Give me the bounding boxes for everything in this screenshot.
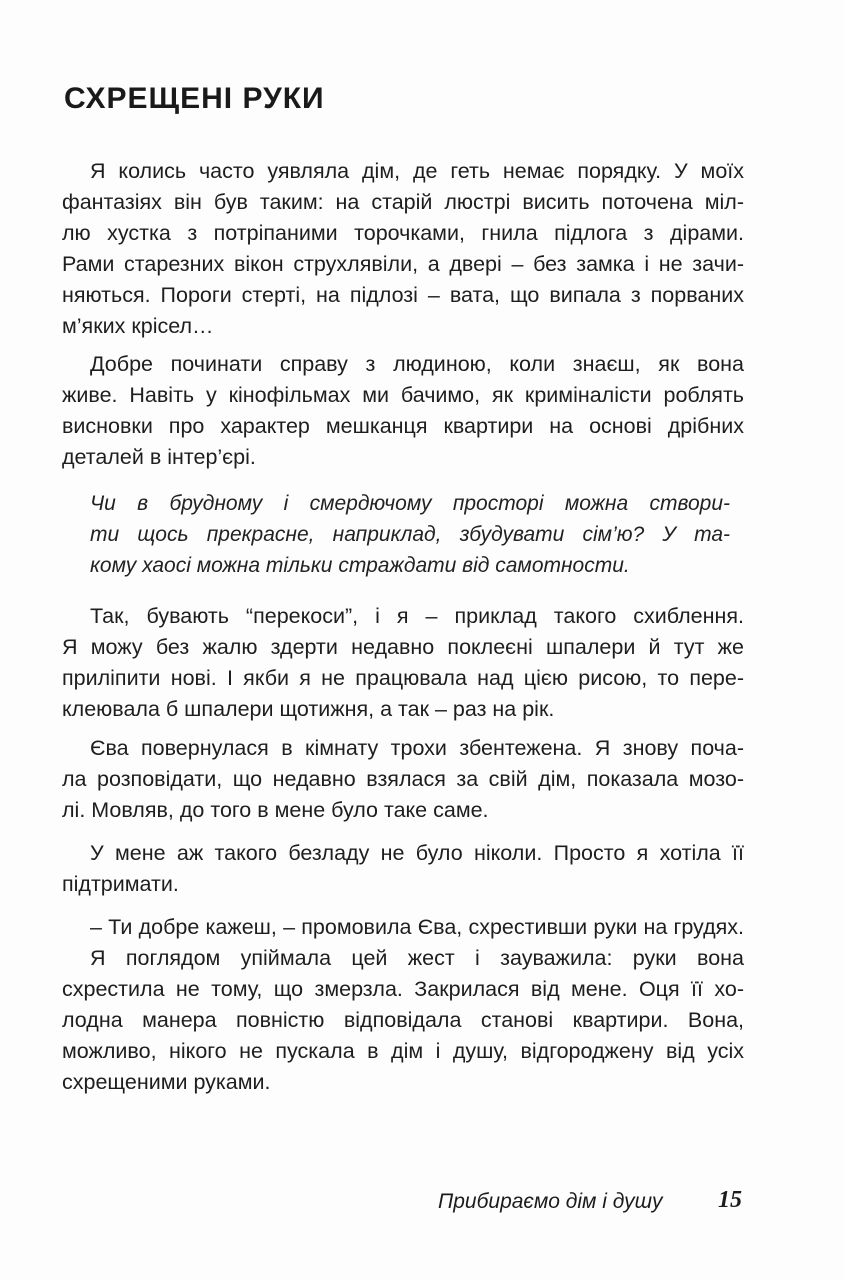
- text-line: приліпити нові. І якби я не працювала над цією рисою, то пере-: [62, 666, 744, 690]
- quote-line: Чи в брудному і смердючому просторі можна створи-: [90, 492, 730, 515]
- paragraph-1: [62, 156, 744, 342]
- text-line: схрещеними руками.: [62, 1070, 271, 1094]
- page-number: 15: [718, 1187, 742, 1213]
- text-line: деталей в інтер’єрі.: [62, 445, 256, 469]
- paragraph-5: [62, 838, 744, 900]
- text-line: Рами старезних вікон струхлявіли, а двері – без замка і не зачи-: [62, 252, 744, 276]
- text-line: схрестила не тому, що змерзла. Закрилася від мене. Оця її хо-: [62, 977, 744, 1001]
- running-footer-title: Прибираємо дім і душу: [438, 1190, 663, 1213]
- paragraph-2: [62, 349, 744, 473]
- text-line: можливо, нікого не пускала в дім і душу, відгороджену від усіх: [62, 1039, 744, 1063]
- text-line: Єва повернулася в кімнату трохи збентежена. Я знову поча-: [90, 736, 744, 760]
- text-line: підтримати.: [62, 872, 179, 896]
- text-line: – Ти добре кажеш, – промовила Єва, схрестивши руки на грудях.: [90, 915, 744, 939]
- text-line: Я поглядом упіймала цей жест і зауважила: руки вона: [90, 946, 744, 970]
- chapter-heading: СХРЕЩЕНІ РУКИ: [64, 82, 325, 115]
- text-line: клеювала б шпалери щотижня, а так – раз на рік.: [62, 697, 555, 721]
- paragraph-3: [62, 601, 744, 725]
- text-line: ла розповідати, що недавно взялася за свій дім, показала мозо-: [62, 767, 744, 791]
- text-line: живе. Навіть у кінофільмах ми бачимо, як криміналісти роблять: [62, 383, 744, 407]
- text-line: лі. Мовляв, до того в мене було таке саме.: [62, 798, 489, 822]
- quote-line: кому хаосі можна тільки страждати від самотности.: [90, 554, 630, 577]
- text-line: лодна манера повністю відповідала станові квартири. Вона,: [62, 1008, 744, 1032]
- text-line: няються. Пороги стерті, на підлозі – вата, що випала з порваних: [62, 283, 744, 307]
- quote-line: ти щось прекрасне, наприклад, збудувати сім’ю? У та-: [90, 523, 730, 546]
- italic-quote: [90, 488, 730, 581]
- paragraph-6: [62, 912, 744, 1098]
- text-line: Так, бувають “перекоси”, і я – приклад такого схиблення.: [90, 604, 744, 628]
- text-line: м’яких крісел…: [62, 314, 214, 338]
- text-line: лю хустка з потріпаними торочками, гнила підлога з дірами.: [62, 221, 744, 245]
- text-line: Добре починати справу з людиною, коли знаєш, як вона: [90, 352, 744, 376]
- text-line: Я колись часто уявляла дім, де геть немає порядку. У моїх: [90, 159, 744, 183]
- text-line: У мене аж такого безладу не було ніколи. Просто я хотіла її: [90, 841, 744, 865]
- text-line: фантазіях він був таким: на старій люстрі висить поточена міл-: [62, 190, 744, 214]
- text-line: висновки про характер мешканця квартири на основі дрібних: [62, 414, 744, 438]
- paragraph-4: [62, 733, 744, 826]
- text-line: Я можу без жалю здерти недавно поклеєні шпалери й тут же: [62, 635, 744, 659]
